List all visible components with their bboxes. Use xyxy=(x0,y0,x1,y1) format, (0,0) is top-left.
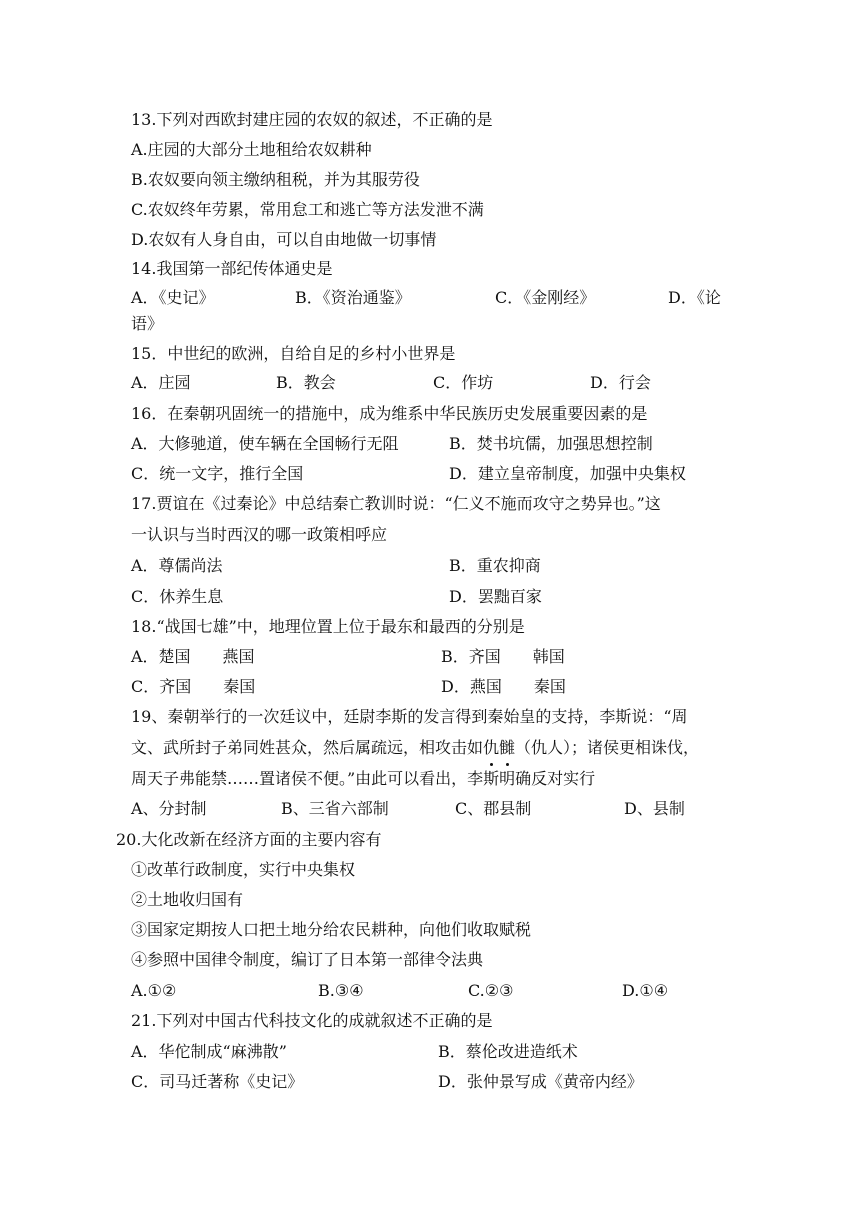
question-19-option-b: B、三省六部制 xyxy=(281,799,389,818)
question-20-option-c: C.②③ xyxy=(468,981,514,1000)
question-18-option-a: A．楚国 燕国 xyxy=(131,647,255,666)
question-20-item-2: ②土地收归国有 xyxy=(131,890,244,909)
question-20-item-4: ④参照中国律令制度，编订了日本第一部律令法典 xyxy=(131,950,484,969)
question-19-option-a: A、分封制 xyxy=(131,799,207,818)
question-17-stem-line2: 一认识与当时西汉的哪一政策相呼应 xyxy=(131,525,388,544)
question-20-option-d: D.①④ xyxy=(622,981,669,1000)
question-21-options-row1 xyxy=(0,1037,860,1067)
question-15-option-a: A．庄园 xyxy=(131,373,191,392)
question-18-options-row2 xyxy=(0,672,860,702)
question-16-options-row1 xyxy=(0,429,860,459)
question-21-options-row2 xyxy=(0,1067,860,1097)
question-19-option-c: C、郡县制 xyxy=(455,799,532,818)
question-13-option-a: A.庄园的大部分土地租给农奴耕种 xyxy=(131,140,372,159)
question-16-option-c: C．统一文字，推行全国 xyxy=(131,464,304,483)
emphasis-dot-char: 仇 xyxy=(483,733,499,763)
question-19-stem-line3: 周天子弗能禁……置诸侯不便。”由此可以看出，李斯明确反对实行 xyxy=(131,769,596,788)
question-17-option-a: A．尊儒尚法 xyxy=(131,556,223,575)
question-17-option-c: C．休养生息 xyxy=(131,587,224,606)
question-21-option-b: B．蔡伦改进造纸术 xyxy=(438,1042,578,1061)
question-14-option-c: C．《金刚经》 xyxy=(495,288,596,307)
question-15-option-b: B．教会 xyxy=(276,373,336,392)
question-20-item-1: ①改革行政制度，实行中央集权 xyxy=(131,860,356,879)
question-18-stem: 18.“战国七雄”中，地理位置上位于最东和最西的分别是 xyxy=(131,617,525,636)
question-13-option-d: D.农奴有人身自由，可以自由地做一切事情 xyxy=(131,230,437,249)
question-20-stem: 20.大化改新在经济方面的主要内容有 xyxy=(116,830,382,849)
question-19-stem-line2: 文、武所封子弟同姓甚众，然后属疏远，相攻击如仇雠（仇人）；诸侯更相诛伐， xyxy=(0,733,860,763)
question-18-option-d: D．燕国 秦国 xyxy=(441,677,566,696)
question-15-option-c: C．作坊 xyxy=(433,373,494,392)
question-20-option-a: A.①② xyxy=(131,981,177,1000)
question-16-option-d: D．建立皇帝制度，加强中央集权 xyxy=(449,464,686,483)
question-15-option-d: D．行会 xyxy=(590,373,651,392)
question-15-stem: 15．中世纪的欧洲，自给自足的乡村小世界是 xyxy=(131,344,456,363)
question-19-options xyxy=(0,794,860,824)
question-16-stem: 16．在秦朝巩固统一的措施中，成为维系中华民族历史发展重要因素的是 xyxy=(131,404,648,423)
question-18-option-c: C．齐国 秦国 xyxy=(131,677,256,696)
question-21-stem: 21.下列对中国古代科技文化的成就叙述不正确的是 xyxy=(131,1011,493,1030)
question-21-option-c: C．司马迁著称《史记》 xyxy=(131,1072,304,1091)
question-17-option-d: D．罢黜百家 xyxy=(449,587,542,606)
question-20-option-b: B.③④ xyxy=(318,981,364,1000)
question-20-item-3: ③国家定期按人口把土地分给农民耕种，向他们收取赋税 xyxy=(131,920,532,939)
question-18-options-row1 xyxy=(0,642,860,672)
question-21-option-d: D．张仲景写成《黄帝内经》 xyxy=(438,1072,643,1091)
question-17-options-row1 xyxy=(0,551,860,581)
question-14-option-a: A．《史记》 xyxy=(131,288,215,307)
question-19-option-d: D、县制 xyxy=(624,799,685,818)
question-17-stem-line1: 17.贾谊在《过秦论》中总结秦亡教训时说：“仁义不施而攻守之势异也。”这 xyxy=(131,494,661,513)
question-16-options-row2 xyxy=(0,459,860,489)
question-14-option-d-wrap: 语》 xyxy=(131,314,164,333)
question-13-stem: 13.下列对西欧封建庄园的农奴的叙述，不正确的是 xyxy=(131,110,493,129)
question-15-options xyxy=(0,368,860,398)
question-14-stem: 14.我国第一部纪传体通史是 xyxy=(131,259,333,278)
question-16-option-a: A．大修驰道，使车辆在全国畅行无阻 xyxy=(131,434,399,453)
question-17-option-b: B．重农抑商 xyxy=(449,556,541,575)
question-20-options xyxy=(0,976,860,1006)
question-16-option-b: B．焚书坑儒，加强思想控制 xyxy=(449,434,653,453)
emphasis-dot-char: 雠 xyxy=(499,733,515,763)
question-19-stem-line1: 19、秦朝举行的一次廷议中，廷尉李斯的发言得到秦始皇的支持，李斯说：“周 xyxy=(131,707,688,726)
question-21-option-a: A．华佗制成“麻沸散” xyxy=(131,1042,287,1061)
question-17-options-row2 xyxy=(0,582,860,612)
question-13-option-b: B.农奴要向领主缴纳租税，并为其服劳役 xyxy=(131,170,420,189)
question-18-option-b: B．齐国 韩国 xyxy=(441,647,565,666)
question-14-option-d: D．《论 xyxy=(668,288,721,307)
question-14-option-b: B．《资治通鉴》 xyxy=(295,288,411,307)
question-13-option-c: C.农奴终年劳累，常用怠工和逃亡等方法发泄不满 xyxy=(131,200,484,219)
